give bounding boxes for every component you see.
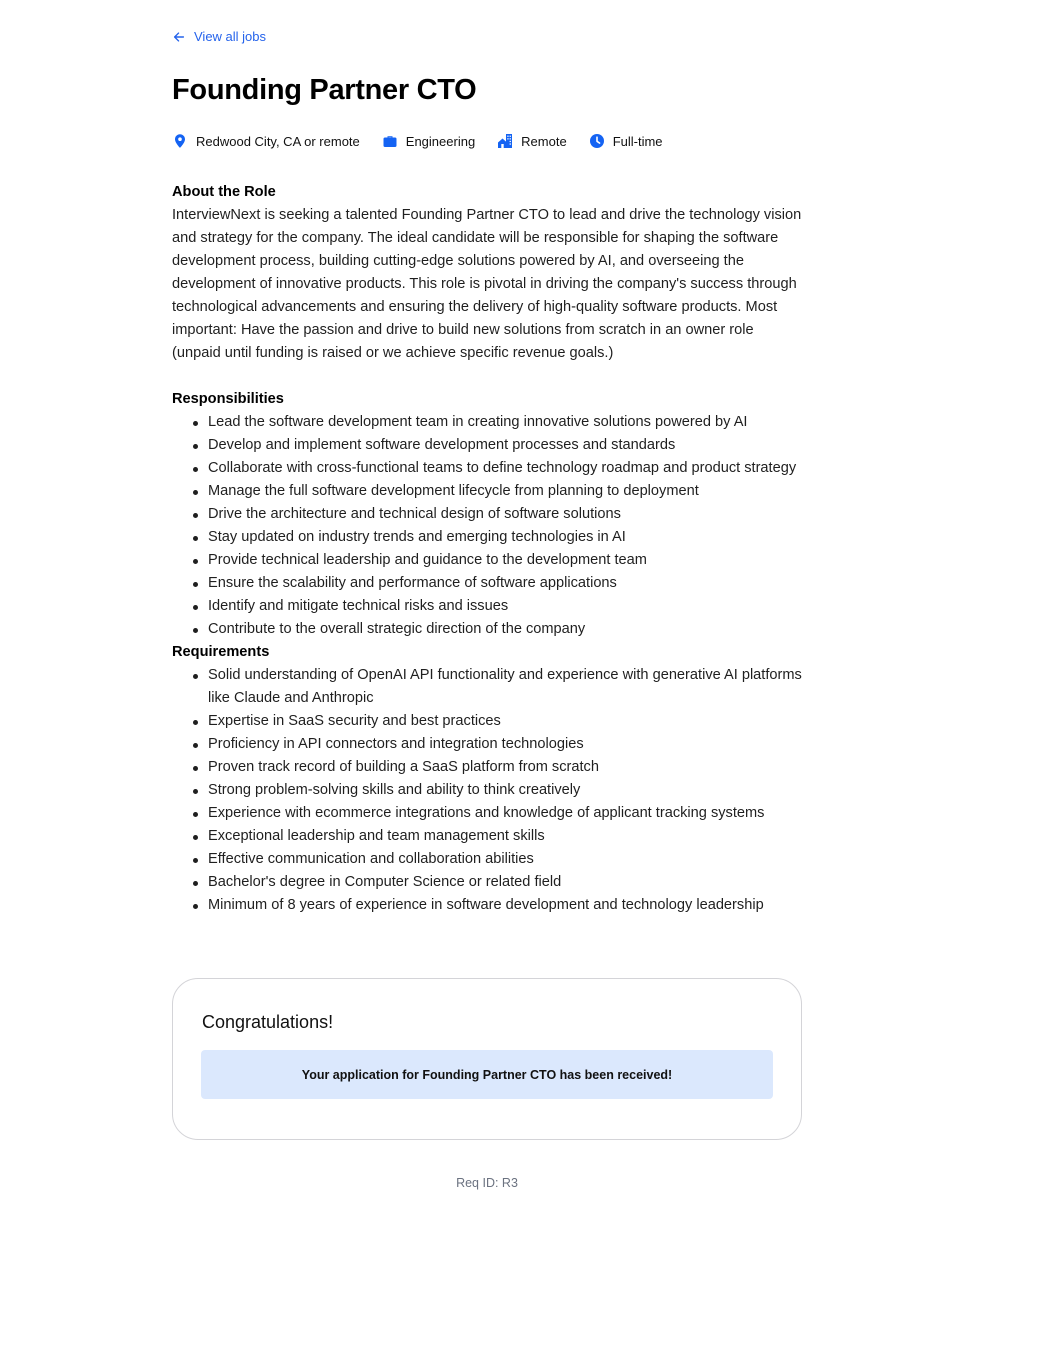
about-text: InterviewNext is seeking a talented Founding Partner CTO to lead and drive the technology vision and strategy for the company. The ideal candidate will be responsible for shaping the software development process, building cutting-edge solutions powered by AI, and overseeing the development of innovative products. This role is pivotal in driving the company's success through technological advancements and ensuring the delivery of high-quality software products. Most important: Have the passion and drive to build new solutions from scratch in an owner role (unpaid until funding is raised or we achieve specific revenue goals.) — [172, 207, 802, 361]
meta-department — [382, 133, 475, 149]
confirmation-message: Your application for Founding Partner CTO has been received! — [301, 1067, 673, 1082]
confirmation-card — [172, 978, 802, 1140]
list-item: Strong problem-solving skills and ability to think creatively — [172, 779, 802, 802]
requirements-heading: Requirements — [172, 644, 270, 660]
meta-location — [172, 133, 360, 149]
about-heading: About the Role — [172, 184, 276, 200]
list-item: Drive the architecture and technical design of software solutions — [172, 503, 802, 526]
list-item: Manage the full software development lifecycle from planning to deployment — [172, 480, 802, 503]
list-item: Provide technical leadership and guidance to the development team — [172, 549, 802, 572]
list-item: Effective communication and collaboration abilities — [172, 848, 802, 871]
list-item: Experience with ecommerce integrations and knowledge of applicant tracking systems — [172, 802, 802, 825]
confirmation-alert — [201, 1050, 773, 1099]
list-item: Contribute to the overall strategic direction of the company — [172, 618, 802, 641]
meta-location-label: Redwood City, CA or remote — [196, 133, 360, 149]
meta-workplace — [497, 133, 567, 149]
confirmation-title: Congratulations! — [202, 1012, 334, 1032]
list-item: Ensure the scalability and performance of software applications — [172, 572, 802, 595]
list-item: Bachelor's degree in Computer Science or related field — [172, 871, 802, 894]
list-item: Minimum of 8 years of experience in software development and technology leadership — [172, 894, 802, 917]
view-all-jobs-label: View all jobs — [194, 29, 267, 44]
location-pin-icon — [172, 133, 188, 149]
meta-employment-type-label: Full-time — [612, 133, 663, 149]
meta-department-label: Engineering — [405, 133, 476, 149]
list-item: Stay updated on industry trends and emerging technologies in AI — [172, 526, 802, 549]
list-item: Lead the software development team in creating innovative solutions powered by AI — [172, 411, 802, 434]
job-description — [172, 181, 802, 917]
briefcase-icon — [382, 133, 398, 149]
meta-employment-type — [589, 133, 663, 149]
requirements-list — [172, 664, 802, 917]
list-item: Expertise in SaaS security and best practices — [172, 710, 802, 733]
view-all-jobs-link[interactable] — [172, 29, 266, 44]
clock-icon — [589, 133, 605, 149]
req-id: Req ID: R3 — [456, 1176, 518, 1190]
responsibilities-list — [172, 411, 802, 641]
list-item: Collaborate with cross-functional teams to define technology roadmap and product strategy — [172, 457, 802, 480]
responsibilities-heading: Responsibilities — [172, 391, 284, 407]
list-item: Solid understanding of OpenAI API functionality and experience with generative AI platforms like Claude and Anthropic — [172, 664, 802, 710]
meta-workplace-label: Remote — [521, 133, 567, 149]
arrow-left-icon — [172, 30, 186, 44]
list-item: Proven track record of building a SaaS platform from scratch — [172, 756, 802, 779]
building-icon — [497, 133, 513, 149]
job-title: Founding Partner CTO — [172, 74, 477, 106]
list-item: Identify and mitigate technical risks and issues — [172, 595, 802, 618]
list-item: Exceptional leadership and team management skills — [172, 825, 802, 848]
list-item: Develop and implement software development processes and standards — [172, 434, 802, 457]
job-meta — [172, 133, 685, 149]
list-item: Proficiency in API connectors and integration technologies — [172, 733, 802, 756]
